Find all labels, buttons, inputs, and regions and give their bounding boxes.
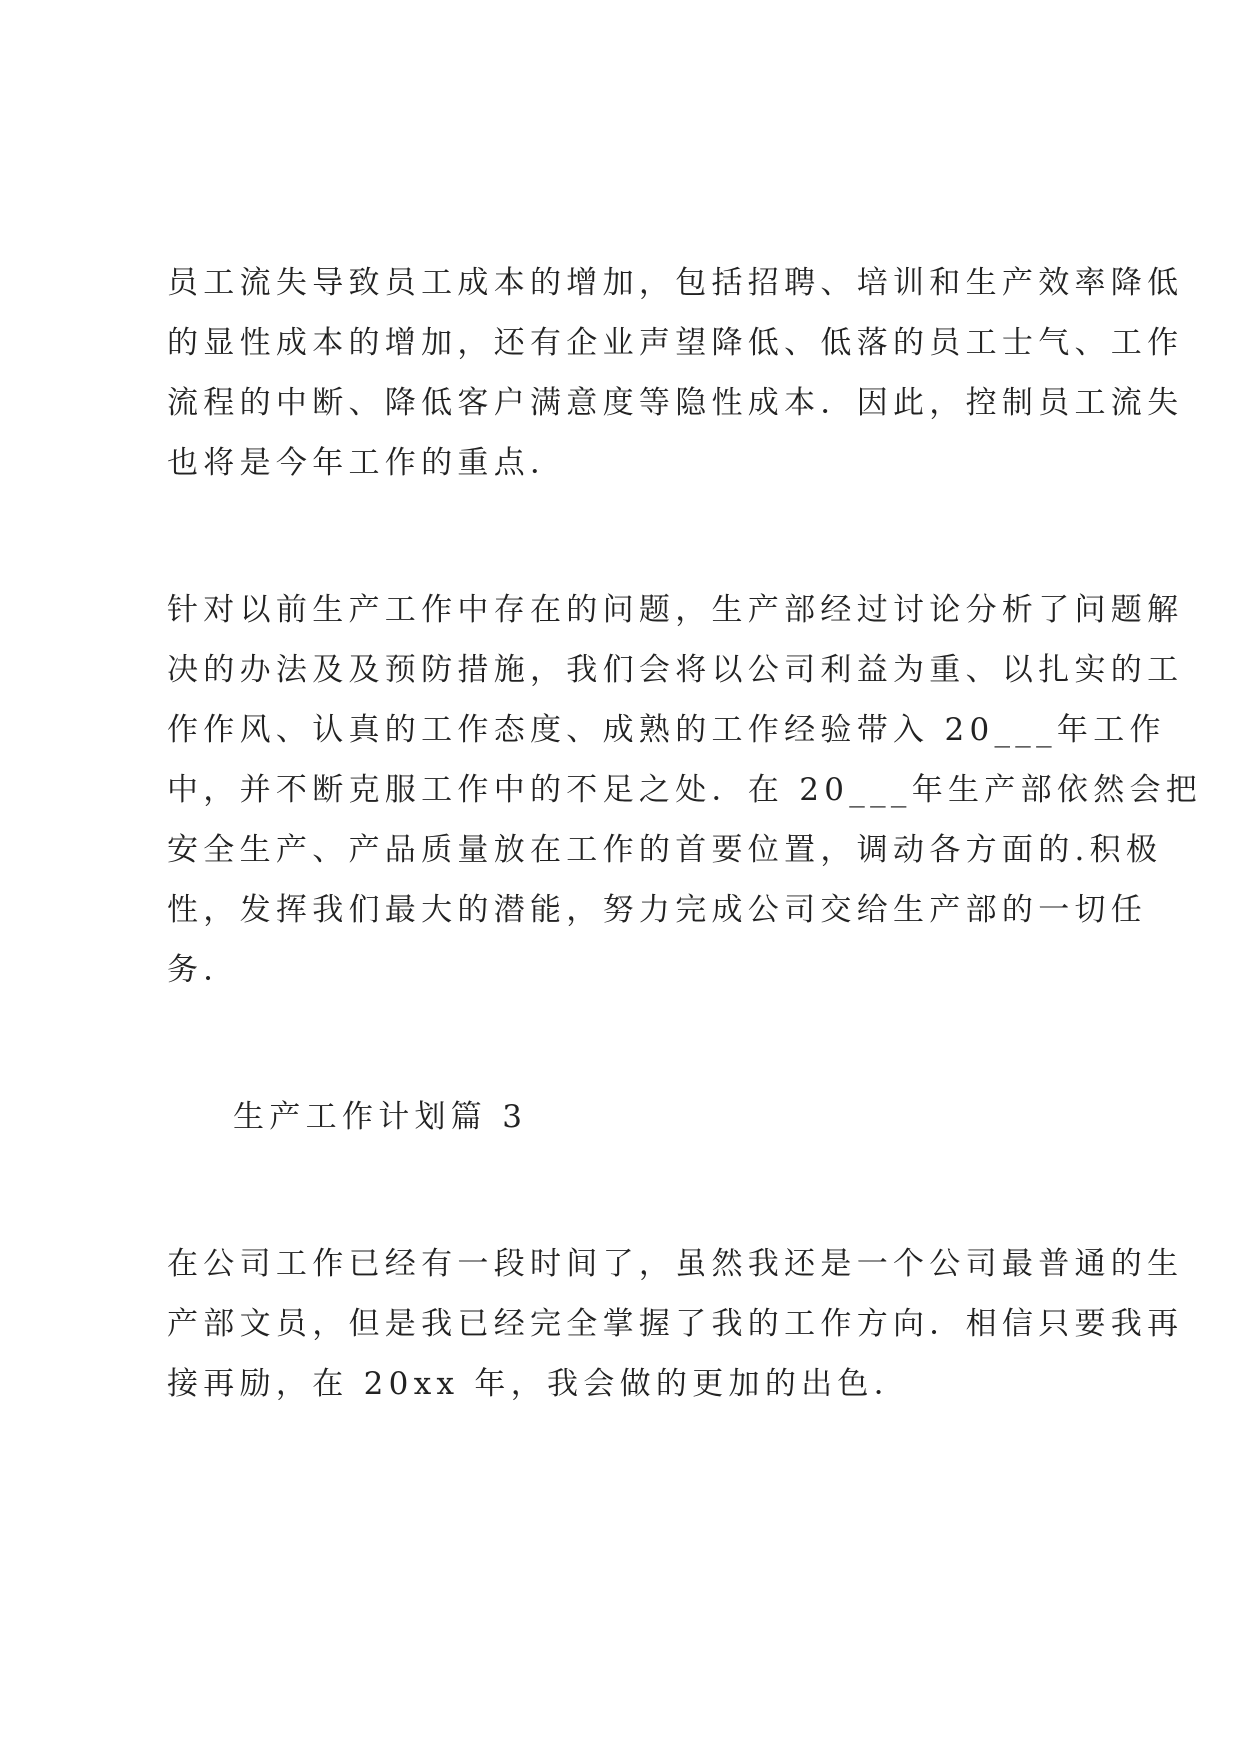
text-line: 产部文员，但是我已经完全掌握了我的工作方向．相信只要我再 xyxy=(167,1306,1184,1342)
text-line: 决的办法及及预防措施，我们会将以公司利益为重、以扎实的工 xyxy=(167,652,1184,688)
text-line: 接再励，在 20xx 年，我会做的更加的出色． xyxy=(167,1366,911,1402)
text-line: 中，并不断克服工作中的不足之处．在 20___年生产部依然会把 xyxy=(167,772,1203,808)
text-line: 针对以前生产工作中存在的问题，生产部经过讨论分析了问题解 xyxy=(167,592,1184,628)
text-line: 性，发挥我们最大的潜能，努力完成公司交给生产部的一切任 xyxy=(167,892,1148,928)
text-line: 作作风、认真的工作态度、成熟的工作经验带入 20___年工作 xyxy=(167,712,1166,748)
text-line: 在公司工作已经有一段时间了，虽然我还是一个公司最普通的生 xyxy=(167,1246,1184,1282)
text-line: 流程的中断、降低客户满意度等隐性成本．因此，控制员工流失 xyxy=(167,385,1184,421)
text-line: 员工流失导致员工成本的增加，包括招聘、培训和生产效率降低 xyxy=(167,265,1184,301)
text-line: 安全生产、产品质量放在工作的首要位置，调动各方面的.积极 xyxy=(167,832,1163,868)
text-line: 务． xyxy=(167,952,240,988)
section-heading: 生产工作计划篇 3 xyxy=(233,1099,528,1135)
text-line: 也将是今年工作的重点． xyxy=(167,445,567,481)
text-line: 的显性成本的增加，还有企业声望降低、低落的员工士气、工作 xyxy=(167,325,1184,361)
